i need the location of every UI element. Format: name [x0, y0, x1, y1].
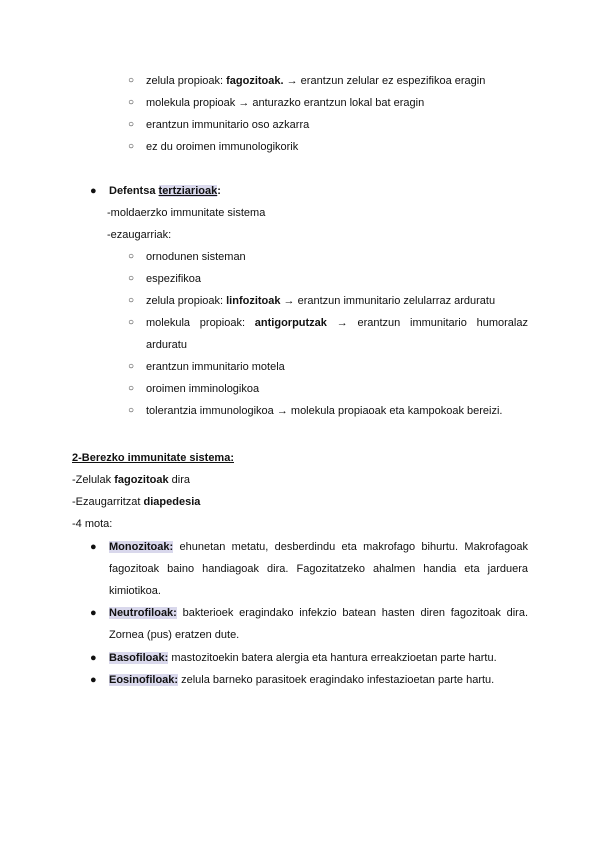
- circle-bullet: ○: [128, 75, 135, 86]
- text-line: -Ezaugarritzat diapedesia: [72, 496, 201, 508]
- circle-bullet: ○: [128, 119, 135, 130]
- circle-bullet: ○: [128, 317, 135, 328]
- circle-bullet: ○: [128, 141, 135, 152]
- disc-bullet: ●: [90, 652, 97, 664]
- list-item: zelula propioak: fagozitoak. → erantzun zelular ez espezifikoa eragin: [146, 75, 486, 87]
- disc-bullet: ●: [90, 541, 97, 553]
- list-item: oroimen imminologikoa: [146, 383, 260, 395]
- circle-bullet: ○: [128, 361, 135, 372]
- circle-bullet: ○: [128, 295, 135, 306]
- list-item: erantzun immunitario motela: [146, 361, 285, 373]
- circle-bullet: ○: [128, 251, 135, 262]
- section-heading: 2-Berezko immunitate sistema:: [72, 452, 234, 464]
- list-item: zelula propioak: linfozitoak → erantzun immunitario zelularraz arduratu: [146, 295, 496, 307]
- list-item-continuation: arduratu: [146, 339, 187, 351]
- circle-bullet: ○: [128, 97, 135, 108]
- list-item: tolerantzia immunologikoa → molekula propiaoak eta kampokoak bereizi.: [146, 405, 503, 417]
- list-item-continuation: fagozitoak baino handiagoak dira. Fagozitatzeko ahalmen handia eta jarduera: [109, 563, 528, 575]
- disc-bullet: ●: [90, 674, 97, 686]
- list-item-neutrofiloak: Neutrofiloak: bakterioek eragindako infekzio batean hasten diren fagozitoak dira.: [109, 607, 528, 619]
- circle-bullet: ○: [128, 273, 135, 284]
- tertiary-link[interactable]: tertziarioak: [158, 185, 218, 197]
- list-item-monozitoak: Monozitoak: ehunetan metatu, desberdindu eta makrofago bihurtu. Makrofagoak: [109, 541, 528, 553]
- text-line: -moldaerzko immunitate sistema: [107, 207, 266, 219]
- list-item: molekula propioak: antigorputzak → erantzun immunitario humoralaz: [146, 317, 528, 329]
- list-item-basofiloak: Basofiloak: mastozitoekin batera alergia eta hantura erreakzioetan parte hartu.: [109, 652, 497, 664]
- list-item: espezifikoa: [146, 273, 202, 285]
- list-item-eosinofiloak: Eosinofiloak: zelula barneko parasitoek eragindako infestazioetan parte hartu.: [109, 674, 495, 686]
- list-item: ez du oroimen immunologikorik: [146, 141, 299, 153]
- list-item-continuation: kimiotikoa.: [109, 585, 161, 597]
- circle-bullet: ○: [128, 383, 135, 394]
- disc-bullet: ●: [90, 607, 97, 619]
- circle-bullet: ○: [128, 405, 135, 416]
- section-label-tertiary: Defentsa tertziarioak:: [109, 185, 221, 197]
- text-line: -Zelulak fagozitoak dira: [72, 474, 190, 486]
- text-line: -4 mota:: [72, 518, 113, 530]
- disc-bullet: ●: [90, 185, 97, 197]
- text-line: -ezaugarriak:: [107, 229, 172, 241]
- list-item: molekula propioak → anturazko erantzun lokal bat eragin: [146, 97, 425, 109]
- list-item: ornodunen sisteman: [146, 251, 246, 263]
- list-item-continuation: Zornea (pus) eratzen dute.: [109, 629, 240, 641]
- list-item: erantzun immunitario oso azkarra: [146, 119, 310, 131]
